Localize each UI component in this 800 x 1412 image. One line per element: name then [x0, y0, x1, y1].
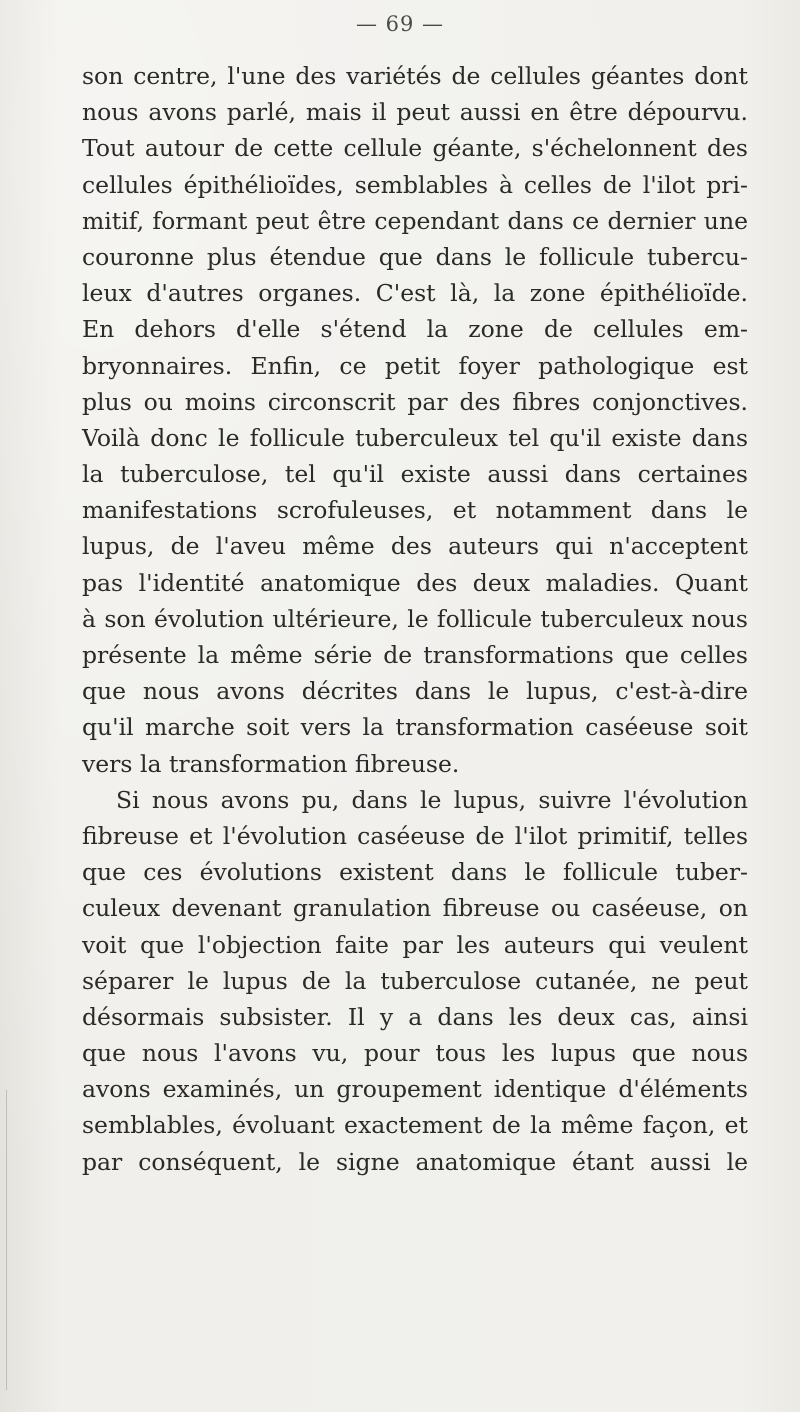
text-line-12: la tuberculose, tel qu'il existe aussi dans certaines: [82, 460, 748, 489]
text-line-11: Voilà donc le follicule tuberculeux tel qu'il existe dans: [82, 423, 748, 452]
text-line-1: son centre, l'une des variétés de cellules géantes dont: [82, 62, 748, 90]
text-line-29: avons examinés, un groupement identique d'éléments: [82, 1075, 748, 1104]
text-line-2: nous avons parlé, mais il peut aussi en être dépourvu.: [82, 98, 748, 127]
text-line-19: qu'il marche soit vers la transformation caséeuse soit: [82, 713, 748, 742]
text-line-16: à son évolution ultérieure, le follicule tuberculeux nous: [82, 604, 748, 633]
text-line-6: couronne plus étendue que dans le follicule tubercu-: [82, 242, 748, 271]
page-number: — 69 —: [355, 12, 445, 36]
body-text: [82, 58, 748, 1180]
text-line-9: bryonnaires. Enfin, ce petit foyer pathologique est: [82, 351, 748, 380]
text-line-18: que nous avons décrites dans le lupus, c'est-à-dire: [82, 677, 748, 706]
text-line-21: Si nous avons pu, dans le lupus, suivre l'évolution: [116, 785, 748, 814]
text-line-28: que nous l'avons vu, pour tous les lupus que nous: [82, 1039, 748, 1068]
text-line-3: Tout autour de cette cellule géante, s'échelonnent des: [82, 134, 748, 163]
text-line-23: que ces évolutions existent dans le follicule tuber-: [82, 858, 748, 887]
text-line-17: présente la même série de transformations que celles: [82, 641, 748, 669]
text-line-15: pas l'identité anatomique des deux maladies. Quant: [82, 568, 748, 597]
text-line-8: En dehors d'elle s'étend la zone de cellules em-: [82, 315, 748, 344]
text-line-5: mitif, formant peut être cependant dans ce dernier une: [82, 206, 748, 235]
text-line-25: voit que l'objection faite par les auteurs qui veulent: [82, 930, 748, 959]
text-line-27: désormais subsister. Il y a dans les deux cas, ainsi: [82, 1002, 748, 1031]
text-line-24: culeux devenant granulation fibreuse ou caséeuse, on: [82, 894, 748, 923]
text-line-10: plus ou moins circonscrit par des fibres conjonctives.: [82, 387, 748, 416]
text-line-7: leux d'autres organes. C'est là, la zone épithélioïde.: [82, 279, 748, 308]
text-line-26: séparer le lupus de la tuberculose cutanée, ne peut: [82, 966, 748, 995]
text-line-22: fibreuse et l'évolution caséeuse de l'ilot primitif, telles: [82, 821, 748, 850]
text-line-20: vers la transformation fibreuse.: [82, 749, 460, 778]
margin-rule: [6, 1090, 7, 1390]
text-line-30: semblables, évoluant exactement de la même façon, et: [82, 1111, 748, 1140]
text-line-4: cellules épithélioïdes, semblables à celles de l'ilot pri-: [82, 170, 748, 199]
text-line-31: par conséquent, le signe anatomique étant aussi le: [82, 1147, 748, 1176]
text-line-14: lupus, de l'aveu même des auteurs qui n'acceptent: [82, 532, 748, 561]
text-line-13: manifestations scrofuleuses, et notamment dans le: [82, 496, 748, 525]
